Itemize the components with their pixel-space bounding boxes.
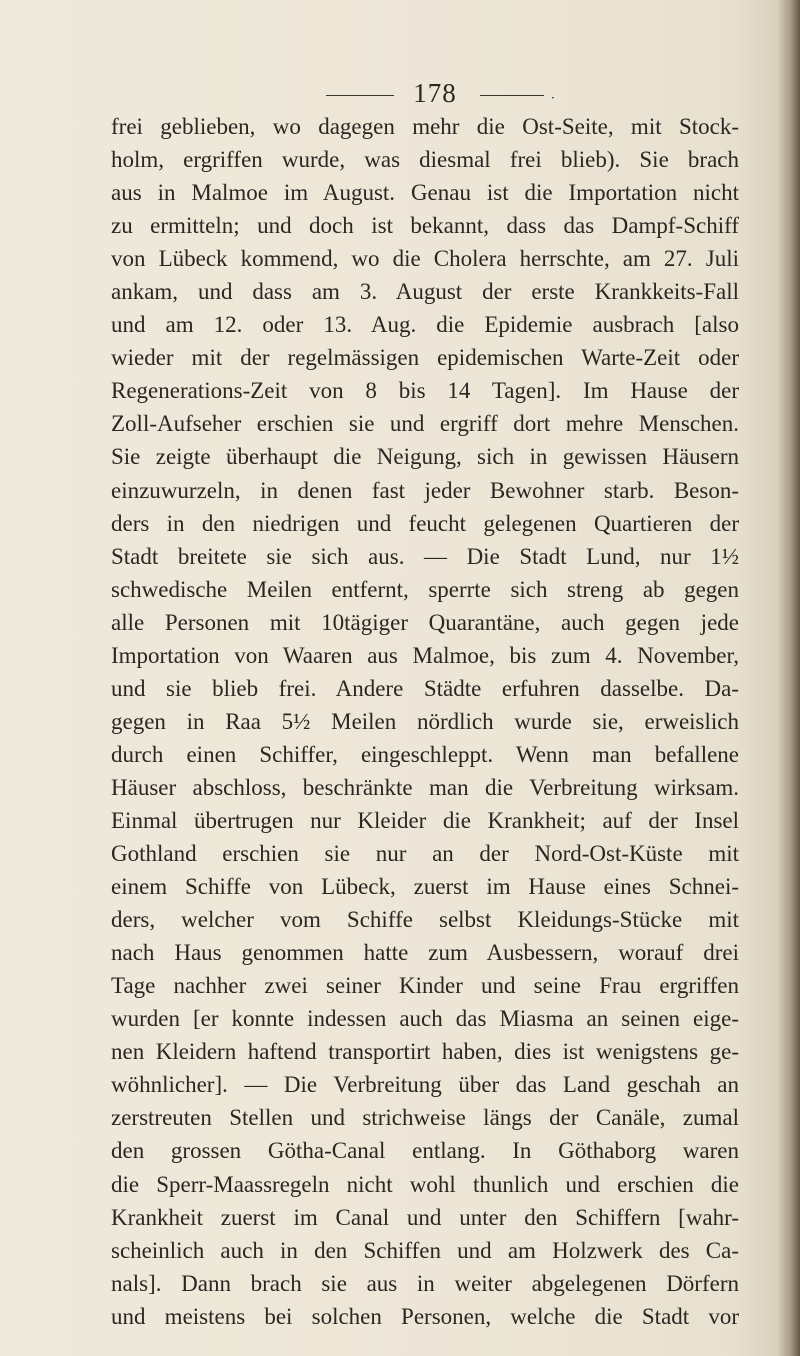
text-line: Zoll-Aufseher erschien sie und ergriff dort mehre Menschen. [111,411,739,437]
text-line: ders, welcher vom Schiffe selbst Kleidungs-Stücke mit [111,907,739,933]
page-number: 178 [413,78,457,108]
text-line: wöhnlicher]. — Die Verbreitung über das Land geschah an [111,1072,739,1098]
text-line: durch einen Schiffer, eingeschleppt. Wenn man befallene [111,741,739,767]
text-line: ankam, und dass am 3. August der erste Krankkeits-Fall [111,279,739,305]
text-line: und meistens bei solchen Personen, welche die Stadt vor [111,1303,739,1329]
text-line: zu ermitteln; und doch ist bekannt, dass das Dampf-Schiff [111,213,739,239]
text-line: den grossen Götha-Canal entlang. In Göthaborg waren [111,1138,739,1164]
text-line: aus in Malmoe im August. Genau ist die Importation nicht [111,180,739,206]
page-header [0,72,800,106]
text-line: wurden [er konnte indessen auch das Miasma an seinen eige- [111,1006,739,1032]
text-line: ders in den niedrigen und feucht gelegenen Quartieren der [111,510,739,536]
text-line: einem Schiffe von Lübeck, zuerst im Hause eines Schnei- [111,874,739,900]
text-line: und am 12. oder 13. Aug. die Epidemie ausbrach [also [111,312,739,338]
text-line: Sie zeigte überhaupt die Neigung, sich in gewissen Häusern [111,444,739,470]
text-line: schwedische Meilen entfernt, sperrte sich streng ab gegen [111,576,739,602]
text-line: Stadt breitete sie sich aus. — Die Stadt Lund, nur 1½ [111,543,739,569]
text-line: Krankheit zuerst im Canal und unter den Schiffern [wahr- [111,1204,739,1230]
text-line: Häuser abschloss, beschränkte man die Verbreitung wirksam. [111,774,739,800]
text-line: und sie blieb frei. Andere Städte erfuhren dasselbe. Da- [111,675,739,701]
text-line: nals]. Dann brach sie aus in weiter abgelegenen Dörfern [111,1270,739,1296]
text-line: Einmal übertrugen nur Kleider die Krankheit; auf der Insel [111,807,739,833]
page-edge-shadow [778,0,800,1356]
text-line: die Sperr-Maassregeln nicht wohl thunlich und erschien die [111,1171,739,1197]
header-rule-right [480,95,544,96]
text-line: von Lübeck kommend, wo die Cholera herrschte, am 27. Juli [111,246,739,272]
text-line: zerstreuten Stellen und strichweise längs der Canäle, zumal [111,1105,739,1131]
text-line: Gothland erschien sie nur an der Nord-Ost-Küste mit [111,841,739,867]
text-line: nach Haus genommen hatte zum Ausbessern, worauf drei [111,940,739,966]
text-line: einzuwurzeln, in denen fast jeder Bewohner starb. Beson- [111,477,739,503]
header-dot: · [551,91,555,105]
text-line: alle Personen mit 10tägiger Quarantäne, auch gegen jede [111,609,739,635]
header-rule-left [326,95,394,96]
text-line: Tage nachher zwei seiner Kinder und seine Frau ergriffen [111,973,739,999]
text-line: frei geblieben, wo dagegen mehr die Ost-Seite, mit Stock- [111,114,739,139]
text-line: gegen in Raa 5½ Meilen nördlich wurde sie, erweislich [111,708,739,734]
text-line: nen Kleidern haftend transportirt haben, dies ist wenigstens ge- [111,1039,739,1065]
text-line: holm, ergriffen wurde, was diesmal frei blieb). Sie brach [111,147,739,173]
text-line: scheinlich auch in den Schiffen und am Holzwerk des Ca- [111,1237,739,1263]
body-text [111,110,739,1333]
text-line: wieder mit der regelmässigen epidemischen Warte-Zeit oder [111,345,739,371]
text-line: Importation von Waaren aus Malmoe, bis zum 4. November, [111,642,739,668]
text-line: Regenerations-Zeit von 8 bis 14 Tagen]. Im Hause der [111,378,739,404]
